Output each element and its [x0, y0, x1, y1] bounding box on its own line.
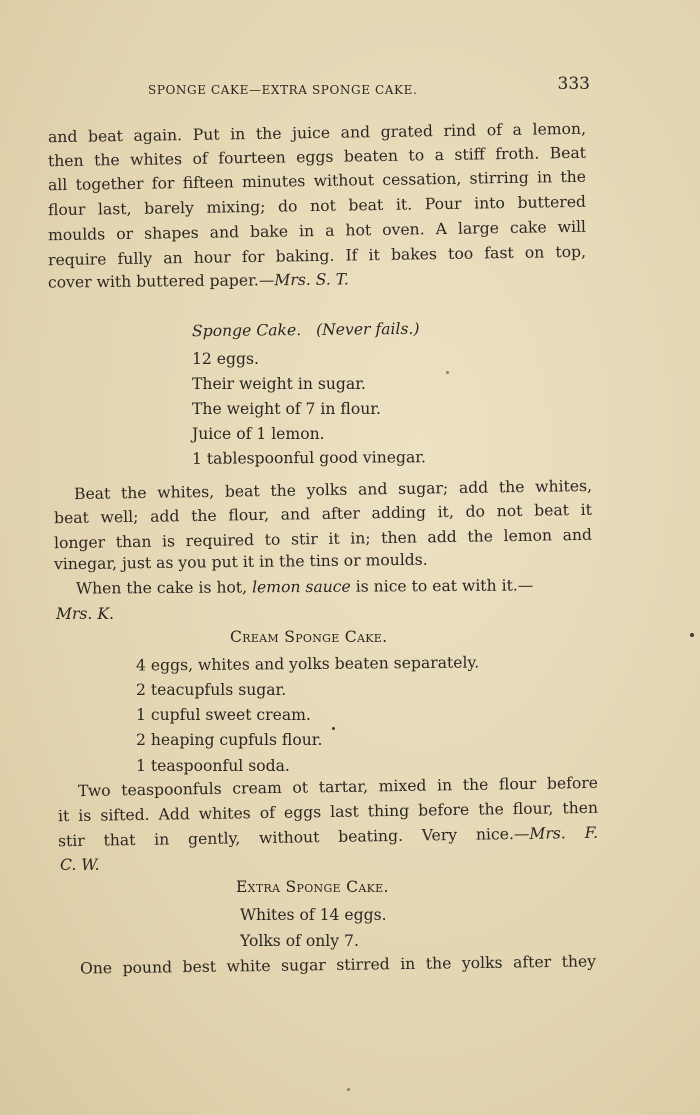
- text-line: it is sifted. Add whites of eggs last thing before the flour, then: [57, 798, 599, 826]
- text-line: Two teaspoonfuls cream ot tartar, mixed in the flour before: [77, 773, 599, 801]
- ingredient: 1 tablespoonful good vinegar.: [191, 448, 427, 468]
- recipe-note: (Never fails.): [315, 319, 420, 339]
- line-text: cover with buttered paper.—: [47, 271, 275, 292]
- text-line: flour last, barely mixing; do not beat it. Pour into buttered: [47, 192, 587, 220]
- recipe-title: [192, 320, 420, 340]
- author-signature: Mrs. K.: [56, 605, 114, 623]
- text-line: require fully an hour for baking. If it bakes too fast on top,: [47, 242, 587, 270]
- ingredient: Whites of 14 eggs.: [240, 906, 387, 924]
- paper-speck: [332, 727, 335, 730]
- line-text: stir that in gently, without beating. Very nice.—: [57, 824, 530, 851]
- ingredient: Yolks of only 7.: [240, 932, 359, 950]
- ingredient: 1 cupful sweet cream.: [136, 706, 311, 724]
- author-signature: Mrs. S. T.: [274, 270, 349, 290]
- author-signature: Mrs. F.: [529, 823, 599, 843]
- text-line: [76, 576, 533, 597]
- text-line: vinegar, just as you put it in the tins or moulds.: [53, 550, 428, 574]
- ingredient: Juice of 1 lemon.: [192, 425, 325, 443]
- emphasis-text: lemon sauce: [251, 577, 351, 597]
- text-line: [48, 270, 349, 291]
- text-line: [58, 824, 598, 850]
- line-text: is nice to eat with it.—: [350, 576, 534, 596]
- recipe-title: Cream Sponge Cake.: [230, 628, 388, 646]
- running-title: SPONGE CAKE—EXTRA SPONGE CAKE.: [148, 83, 418, 97]
- text-line: all together for fifteen minutes without cessation, stirring in the: [47, 167, 587, 195]
- ingredient: The weight of 7 in flour.: [192, 400, 381, 418]
- text-line: then the whites of fourteen eggs beaten to a stiff froth. Beat: [47, 143, 587, 171]
- text-line: and beat again. Put in the juice and grated rind of a lemon,: [47, 119, 587, 147]
- ingredient: 12 eggs.: [192, 350, 259, 368]
- recipe-title: Extra Sponge Cake.: [236, 878, 389, 896]
- text-line: beat well; add the flour, and after adding it, do not beat it: [53, 500, 593, 528]
- paper-speck: [347, 1088, 350, 1091]
- text-line: moulds or shapes and bake in a hot oven. A large cake will: [47, 217, 587, 245]
- ingredient: Their weight in sugar.: [192, 375, 366, 393]
- text-line: longer than is required to stir it in; then add the lemon and: [53, 525, 593, 553]
- text-line: One pound best white sugar stirred in the yolks after they: [79, 952, 597, 978]
- recipe-name: Sponge Cake.: [191, 321, 302, 341]
- page-number: 333: [557, 74, 590, 94]
- text-line: Beat the whites, beat the yolks and sugar; add the whites,: [73, 476, 593, 504]
- author-signature: C. W.: [60, 856, 100, 874]
- paper-speck: [690, 633, 694, 637]
- paper-speck: [446, 371, 449, 374]
- line-text: When the cake is hot,: [75, 578, 253, 598]
- ingredient: 4 eggs, whites and yolks beaten separately.: [135, 653, 480, 675]
- ingredient: 2 heaping cupfuls flour.: [136, 731, 323, 749]
- ingredient: 1 teaspoonful soda.: [136, 757, 290, 775]
- ingredient: 2 teacupfuls sugar.: [136, 681, 287, 699]
